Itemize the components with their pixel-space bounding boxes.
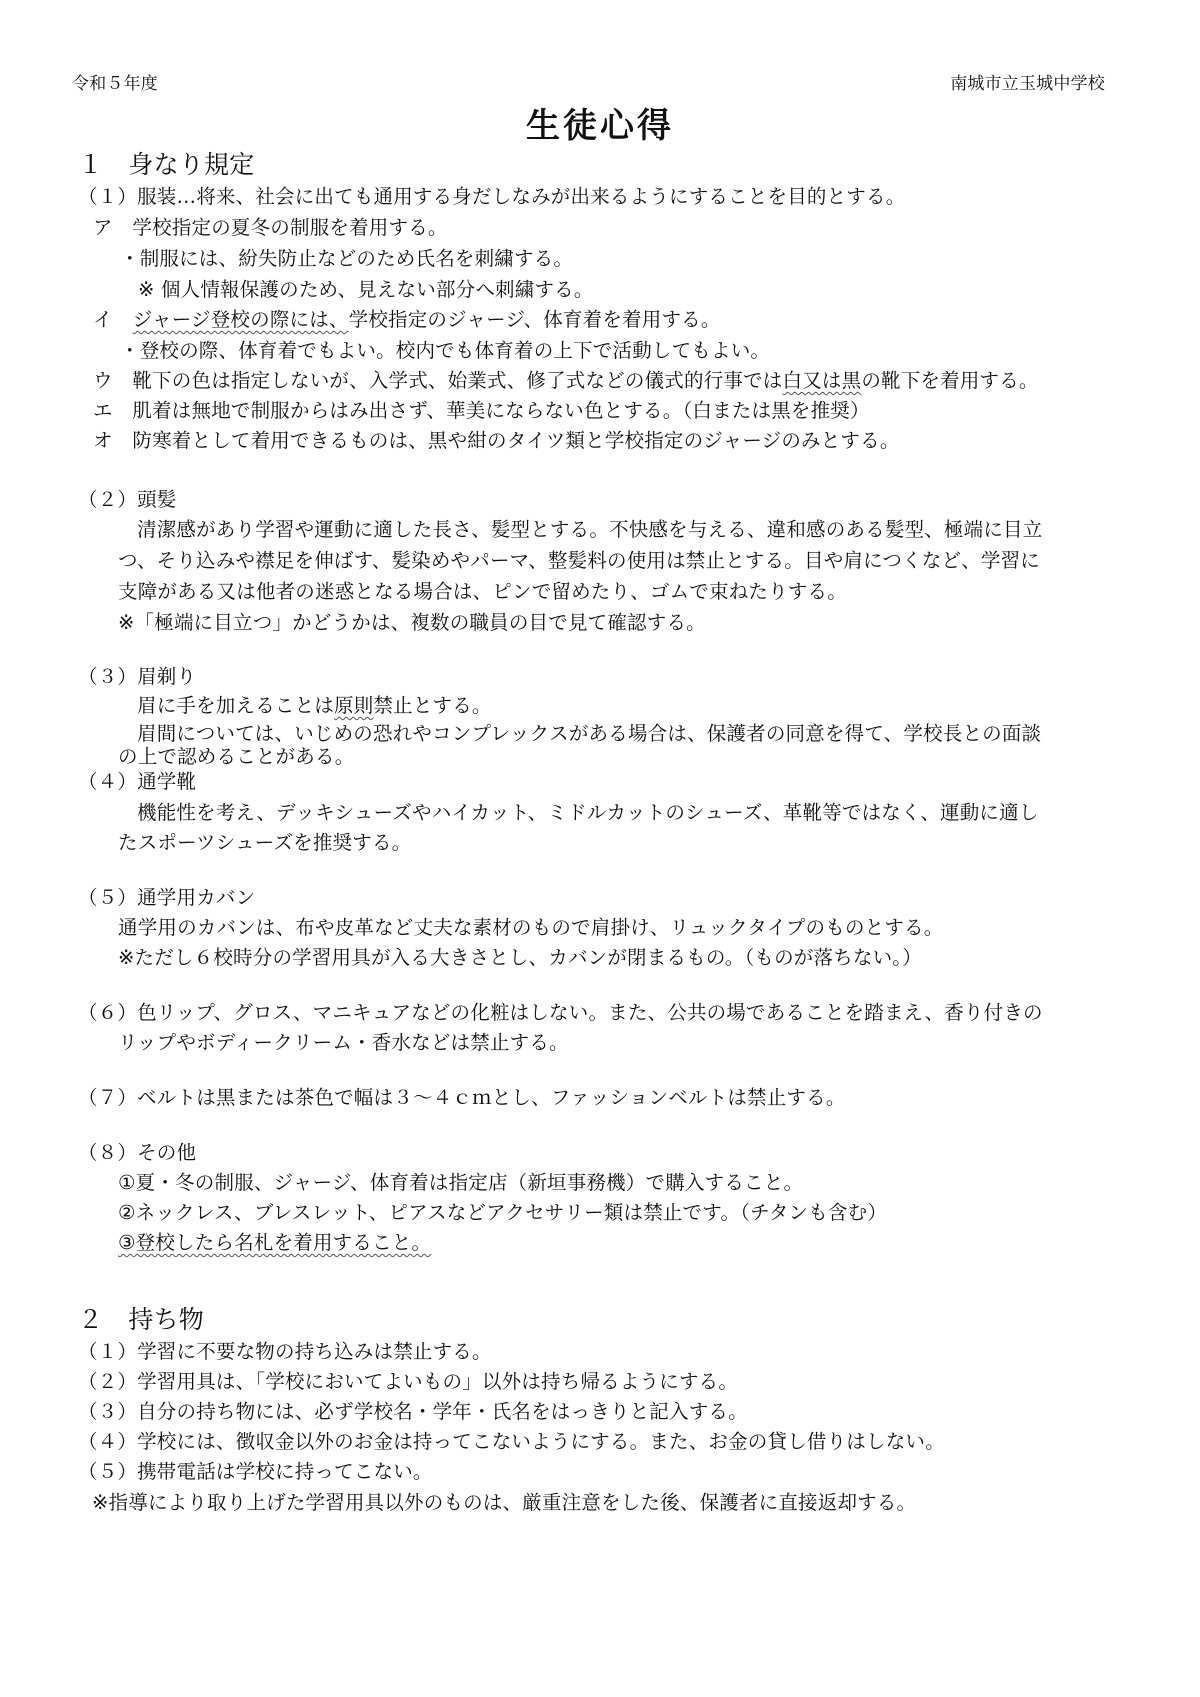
- bullet-item: ・登校の際、体育着でもよい。校内でも体育着の上下で活動してもよい。: [120, 339, 771, 362]
- header-year: 令和５年度: [72, 74, 158, 94]
- note-text: ※「極端に目立つ」かどうかは、複数の職員の目で見て確認する。: [118, 611, 706, 634]
- subsection-heading: （３）眉剃り: [78, 665, 197, 688]
- paragraph-line: たスポーツシューズを推奨する。: [118, 831, 412, 854]
- note-text: ※ 個人情報保護のため、見えない部分へ刺繍する。: [138, 278, 594, 301]
- page-title: 生徒心得: [526, 106, 674, 146]
- list-item: （４）学校には、徴収金以外のお金は持ってこないようにする。また、お金の貸し借りはしない。: [78, 1430, 945, 1453]
- list-item: エ 肌着は無地で制服からはみ出さず、華美にならない色とする。（白または黒を推奨）: [93, 399, 870, 422]
- paragraph-line: 眉間については、いじめの恐れやコンプレックスがある場合は、保護者の同意を得て、学校長との面談: [137, 722, 1042, 745]
- header-school-name: 南城市立玉城中学校: [950, 74, 1105, 94]
- list-item: ①夏・冬の制服、ジャージ、体育着は指定店（新垣事務機）で購入すること。: [118, 1171, 804, 1194]
- section-heading: １ 身なり規定: [78, 150, 255, 179]
- paragraph-line: [137, 694, 492, 718]
- paragraph-text: 禁止とする。: [373, 694, 492, 717]
- note-text: ※指導により取り上げた学習用具以外のものは、厳重注意をした後、保護者に直接返却する。: [92, 1491, 917, 1514]
- subsection-heading: （１）服装…将来、社会に出ても通用する身だしなみが出来るようにすることを目的とする。: [78, 185, 906, 208]
- list-item: （２）学習用具は、「学校においてよいもの」以外は持ち帰るようにする。: [78, 1370, 739, 1393]
- subsection-heading: （５）通学用カバン: [78, 886, 256, 909]
- subsection-heading: （２）頭髪: [78, 488, 177, 511]
- paragraph-line: 通学用のカバンは、布や皮革など丈夫な素材のもので肩掛け、リュックタイプのものとする。: [118, 916, 944, 939]
- paragraph-text: 眉に手を加えることは: [137, 694, 335, 717]
- list-item: ②ネックレス、ブレスレット、ピアスなどアクセサリー類は禁止です。（チタンも含む）: [118, 1201, 888, 1224]
- bullet-item: ・制服には、紛失防止などのため氏名を刺繍する。: [120, 247, 574, 270]
- underlined-text: 原則: [334, 694, 374, 717]
- section-heading: ２ 持ち物: [78, 1305, 205, 1334]
- subsection-heading: （６）色リップ、グロス、マニキュアなどの化粧はしない。また、公共の場であることを踏まえ、香り付きの: [78, 1001, 1043, 1024]
- subsection-heading: （８）その他: [78, 1141, 197, 1164]
- subsection-heading: （７）ベルトは黒または茶色で幅は３～４ｃｍとし、ファッションベルトは禁止する。: [78, 1086, 846, 1109]
- list-item: （１）学習に不要な物の持ち込みは禁止する。: [78, 1340, 492, 1363]
- paragraph-line: リップやボディークリーム・香水などは禁止する。: [118, 1031, 569, 1054]
- list-item: オ 防寒着として着用できるものは、黒や紺のタイツ類と学校指定のジャージのみとする。: [93, 429, 900, 452]
- subsection-heading: （４）通学靴: [78, 770, 197, 793]
- item-text: ウ 靴下の色は指定しないが、入学式、始業式、修了式などの儀式的行事では: [93, 369, 783, 392]
- underlined-text: ジャージ登校の際には、: [132, 308, 349, 331]
- list-item: [93, 369, 1039, 393]
- note-text: ※ただし６校時分の学習用具が入る大きさとし、カバンが閉まるもの。（ものが落ちない。）: [118, 946, 922, 969]
- item-text: の靴下を着用する。: [861, 369, 1039, 392]
- paragraph-line: つ、そり込みや襟足を伸ばす、髪染めやパーマ、整髪料の使用は禁止とする。目や肩につくなど、学習に: [118, 549, 1041, 572]
- list-item: （３）自分の持ち物には、必ず学校名・学年・氏名をはっきりと記入する。: [78, 1400, 748, 1423]
- paragraph-line: 支障がある又は他者の迷惑となる場合は、ピンで留めたり、ゴムで束ねたりする。: [118, 580, 847, 603]
- list-item: [93, 308, 721, 332]
- paragraph-line: 機能性を考え、デッキシューズやハイカット、ミドルカットのシューズ、革靴等ではなく、運動に適し: [137, 801, 1039, 824]
- list-item: ア 学校指定の夏冬の制服を着用する。: [93, 216, 448, 239]
- underlined-text: 白又は黒: [782, 369, 862, 392]
- item-text: 学校指定のジャージ、体育着を着用する。: [348, 308, 721, 331]
- list-item: （５）携帯電話は学校に持ってこない。: [78, 1460, 433, 1483]
- paragraph-line: の上で認めることがある。: [118, 745, 355, 768]
- paragraph-line: 清潔感があり学習や運動に適した長さ、髪型とする。不快感を与える、違和感のある髪型、極端に目立: [137, 518, 1043, 541]
- item-marker: イ: [93, 308, 113, 331]
- list-item: ③登校したら名札を着用すること。: [118, 1231, 432, 1254]
